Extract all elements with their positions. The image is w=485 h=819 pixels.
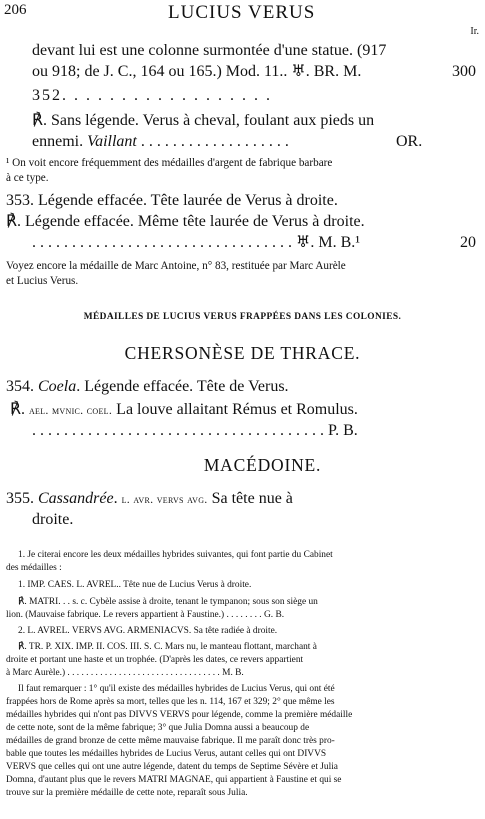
footnote-line: bable que toutes les médailles hybrides de Lucius Verus, autant celles qui ont DIVVS [6, 749, 327, 759]
footnote-line: à Marc Aurèle.) . . . . . . . . . . . . . . . . . . . . . . . . . . . . . . . . . M. B. [6, 668, 244, 678]
footnote-line: ℟. MATRI. . . s. c. Cybèle assise à droite, tenant le tympanon; sous son siège un [18, 597, 318, 607]
entry-354-number: 354. [6, 378, 38, 395]
macedoine-heading: MACÉDOINE. [203, 455, 322, 475]
entry-355-city: Cassandrée [38, 490, 114, 507]
footnote-line: ℟. TR. P. XIX. IMP. II. COS. III. S. C. Mars nu, le manteau flottant, marchant à [18, 642, 317, 652]
corner-mark: Ir. [470, 26, 479, 37]
entry-line-2-metal: ♅. BR. M. [291, 63, 362, 80]
entry-355-text: Sa tête nue à [207, 490, 293, 507]
note-line-1: Voyez encore la médaille de Marc Antoine, n° 83, restituée par Marc Aurèle [6, 260, 346, 272]
footnote-line: Domna, d'autant plus que le revers MATRI MAGNAE, qui appartient à Faustine et qui se [6, 775, 342, 785]
chersonese-heading: CHERSONÈSE DE THRACE. [124, 343, 361, 363]
footnote-line: VERVS que celles qui ont une autre légende, datent du temps de Septime Sévère et Julia [6, 762, 338, 772]
footnote-line: 1. Je citerai encore les deux médailles hybrides suivantes, qui font partie du Cabinet [18, 550, 333, 560]
footnote-line: 2. L. AVREL. VERVS AVG. ARMENIACVS. Sa tête radiée à droite. [18, 626, 278, 636]
entry-352-line-2 [32, 131, 432, 152]
entry-354-reverse [10, 399, 358, 421]
entry-353-dots: . . . . . . . . . . . . . . . . . . . . . . . . . . . . . . . . . ♅. M. B.¹ [32, 234, 361, 251]
page-number: 206 [4, 2, 27, 18]
entry-352-dots: . . . . . . . . . . . . . . . . . . . [136, 133, 289, 150]
entry-352-author: Vaillant [87, 133, 137, 150]
entry-355-line-2: droite. [32, 511, 74, 528]
entry-354-reverse-mark: ℟. [10, 401, 29, 418]
footnote-line: de cette note, sont de la même fabrique; 3° que Julia Domna aussi a beaucoup de [6, 723, 310, 733]
entry-355-number: 355. [6, 490, 38, 507]
footnote-line: trouve sur la première médaille de cette note, reparaît sous Julia. [6, 788, 248, 798]
footnote-line: droite et portant une haste et un trophée. (D'après les dates, ce revers appartient [6, 655, 304, 665]
colonies-heading: MÉDAILLES DE LUCIUS VERUS FRAPPÉES DANS LES COLONIES. [83, 312, 402, 322]
footnote-line: 1. IMP. CAES. L. AVREL.. Tête nue de Lucius Verus à droite. [18, 580, 252, 590]
entry-355-legend: l. avr. vervs avg. [121, 492, 208, 506]
entry-line-1: devant lui est une colonne surmontée d'une statue. (917 [32, 42, 387, 59]
entry-354-text: . Légende effacée. Tête de Verus. [76, 378, 289, 395]
entry-353: 353. Légende effacée. Tête laurée de Verus à droite. [6, 192, 338, 209]
footnote-line: des médailles : [6, 563, 62, 573]
entry-355 [6, 488, 293, 510]
entry-354-dots: . . . . . . . . . . . . . . . . . . . . . . . . . . . . . . . . . . . . . P. B. [32, 422, 358, 439]
entry-352: 352. . . . . . . . . . . . . . . . . . [32, 87, 272, 104]
entry-line-2-text: ou 918; de J. C., 164 ou 165.) Mod. 11.. [32, 63, 292, 80]
entry-355-sep: . [113, 490, 122, 507]
entry-352-metal: OR. [396, 133, 423, 150]
entry-line-2 [32, 61, 361, 82]
footnote-top-line-1: ¹ On voit encore fréquemment des médailles d'argent de fabrique barbare [6, 157, 333, 169]
entry-354-legend: ael. mvnic. coel. [28, 403, 113, 417]
entry-354 [6, 376, 289, 397]
footnote-line: médailles de grand bronze de cette même mauvaise fabrique. Il me paraît donc très pro- [6, 736, 335, 746]
footnote-line: Il faut remarquer : 1° qu'il existe des médailles hybrides de Lucius Verus, qui ont été [18, 684, 335, 694]
footnote-line: lion. (Mauvaise fabrique. Le revers appartient à Faustine.) . . . . . . . . G. B. [6, 610, 285, 620]
entry-line-2-price: 300 [452, 63, 476, 80]
footnote-line: médailles hybrides qui n'ont pas DIVVS VERVS pour légende, comme la première médaille [6, 710, 353, 720]
footnote-line: frappées hors de Rome après sa mort, telles que les n. 114, 167 et 329; 2° que même les [6, 697, 335, 707]
entry-354-city: Coela [38, 378, 77, 395]
entry-353-price: 20 [460, 234, 476, 251]
entry-352-reverse: ℟. Sans légende. Verus à cheval, foulant aux pieds un [32, 112, 375, 129]
note-line-2: et Lucius Verus. [6, 275, 79, 287]
footnote-top-line-2: à ce type. [6, 172, 49, 184]
entry-353-reverse: ℟. Légende effacée. Même tête laurée de Verus à droite. [6, 213, 365, 230]
running-title: LUCIUS VERUS [168, 2, 316, 23]
entry-352-text: ennemi. [32, 133, 88, 150]
entry-354-reverse-text: La louve allaitant Rémus et Romulus. [112, 401, 358, 418]
